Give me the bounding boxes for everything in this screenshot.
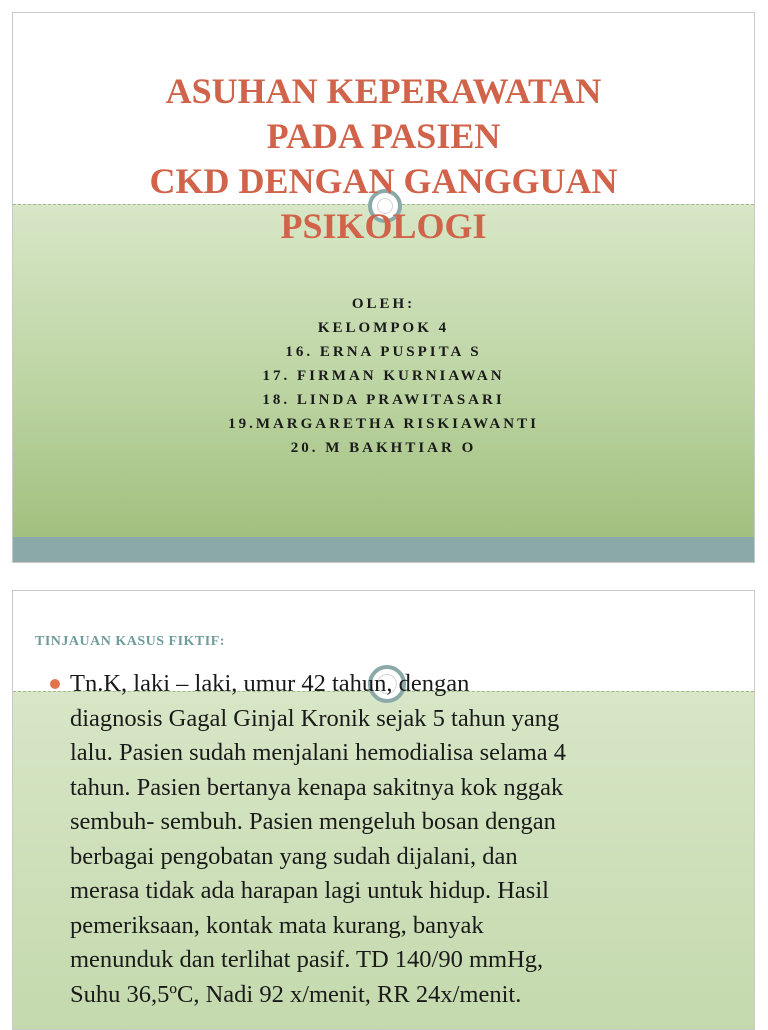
body-line: berbagai pengobatan yang sudah dijalani, dan [70,842,518,870]
author-list [13,292,754,460]
body-line: Tn.K, laki – laki, umur 42 tahun, dengan [70,670,470,697]
author-line: OLEH: [351,296,416,312]
body-line: tahun. Pasien bertanya kenapa sakitnya kok nggak [70,773,564,801]
presentation-title [13,69,754,249]
author-line: 19.MARGARETHA RISKIAWANTI [228,416,539,432]
body-line: merasa tidak ada harapan lagi untuk hidup. Hasil [70,877,549,904]
body-line: menunduk dan terlihat pasif. TD 140/90 mmHg, [70,946,544,973]
title-line: PSIKOLOGI [280,206,487,246]
slide-case-review [12,590,755,1030]
slide-heading: TINJAUAN KASUS FIKTIF: [35,634,225,649]
slide-title [12,12,755,563]
case-description [70,667,750,1012]
title-line: PADA PASIEN [266,116,501,156]
author-line: KELOMPOK 4 [317,320,450,336]
author-line: 17. FIRMAN KURNIAWAN [262,368,505,384]
body-line: Suhu 36,5ºC, Nadi 92 x/menit, RR 24x/menit. [70,980,522,1008]
body-line: pemeriksaan, kontak mata kurang, banyak [70,911,484,939]
body-line: diagnosis Gagal Ginjal Kronik sejak 5 tahun yang [70,704,560,732]
title-line: ASUHAN KEPERAWATAN [165,71,602,111]
author-line: 16. ERNA PUSPITA S [285,344,482,360]
slide-bottom-band [13,537,754,563]
body-line: lalu. Pasien sudah menjalani hemodialisa selama 4 [70,739,566,766]
body-line: sembuh- sembuh. Pasien mengeluh bosan dengan [70,808,556,835]
bullet-dot-icon [50,679,60,689]
author-line: 20. M BAKHTIAR O [290,440,477,456]
author-line: 18. LINDA PRAWITASARI [262,392,505,408]
title-line: CKD DENGAN GANGGUAN [149,161,618,201]
